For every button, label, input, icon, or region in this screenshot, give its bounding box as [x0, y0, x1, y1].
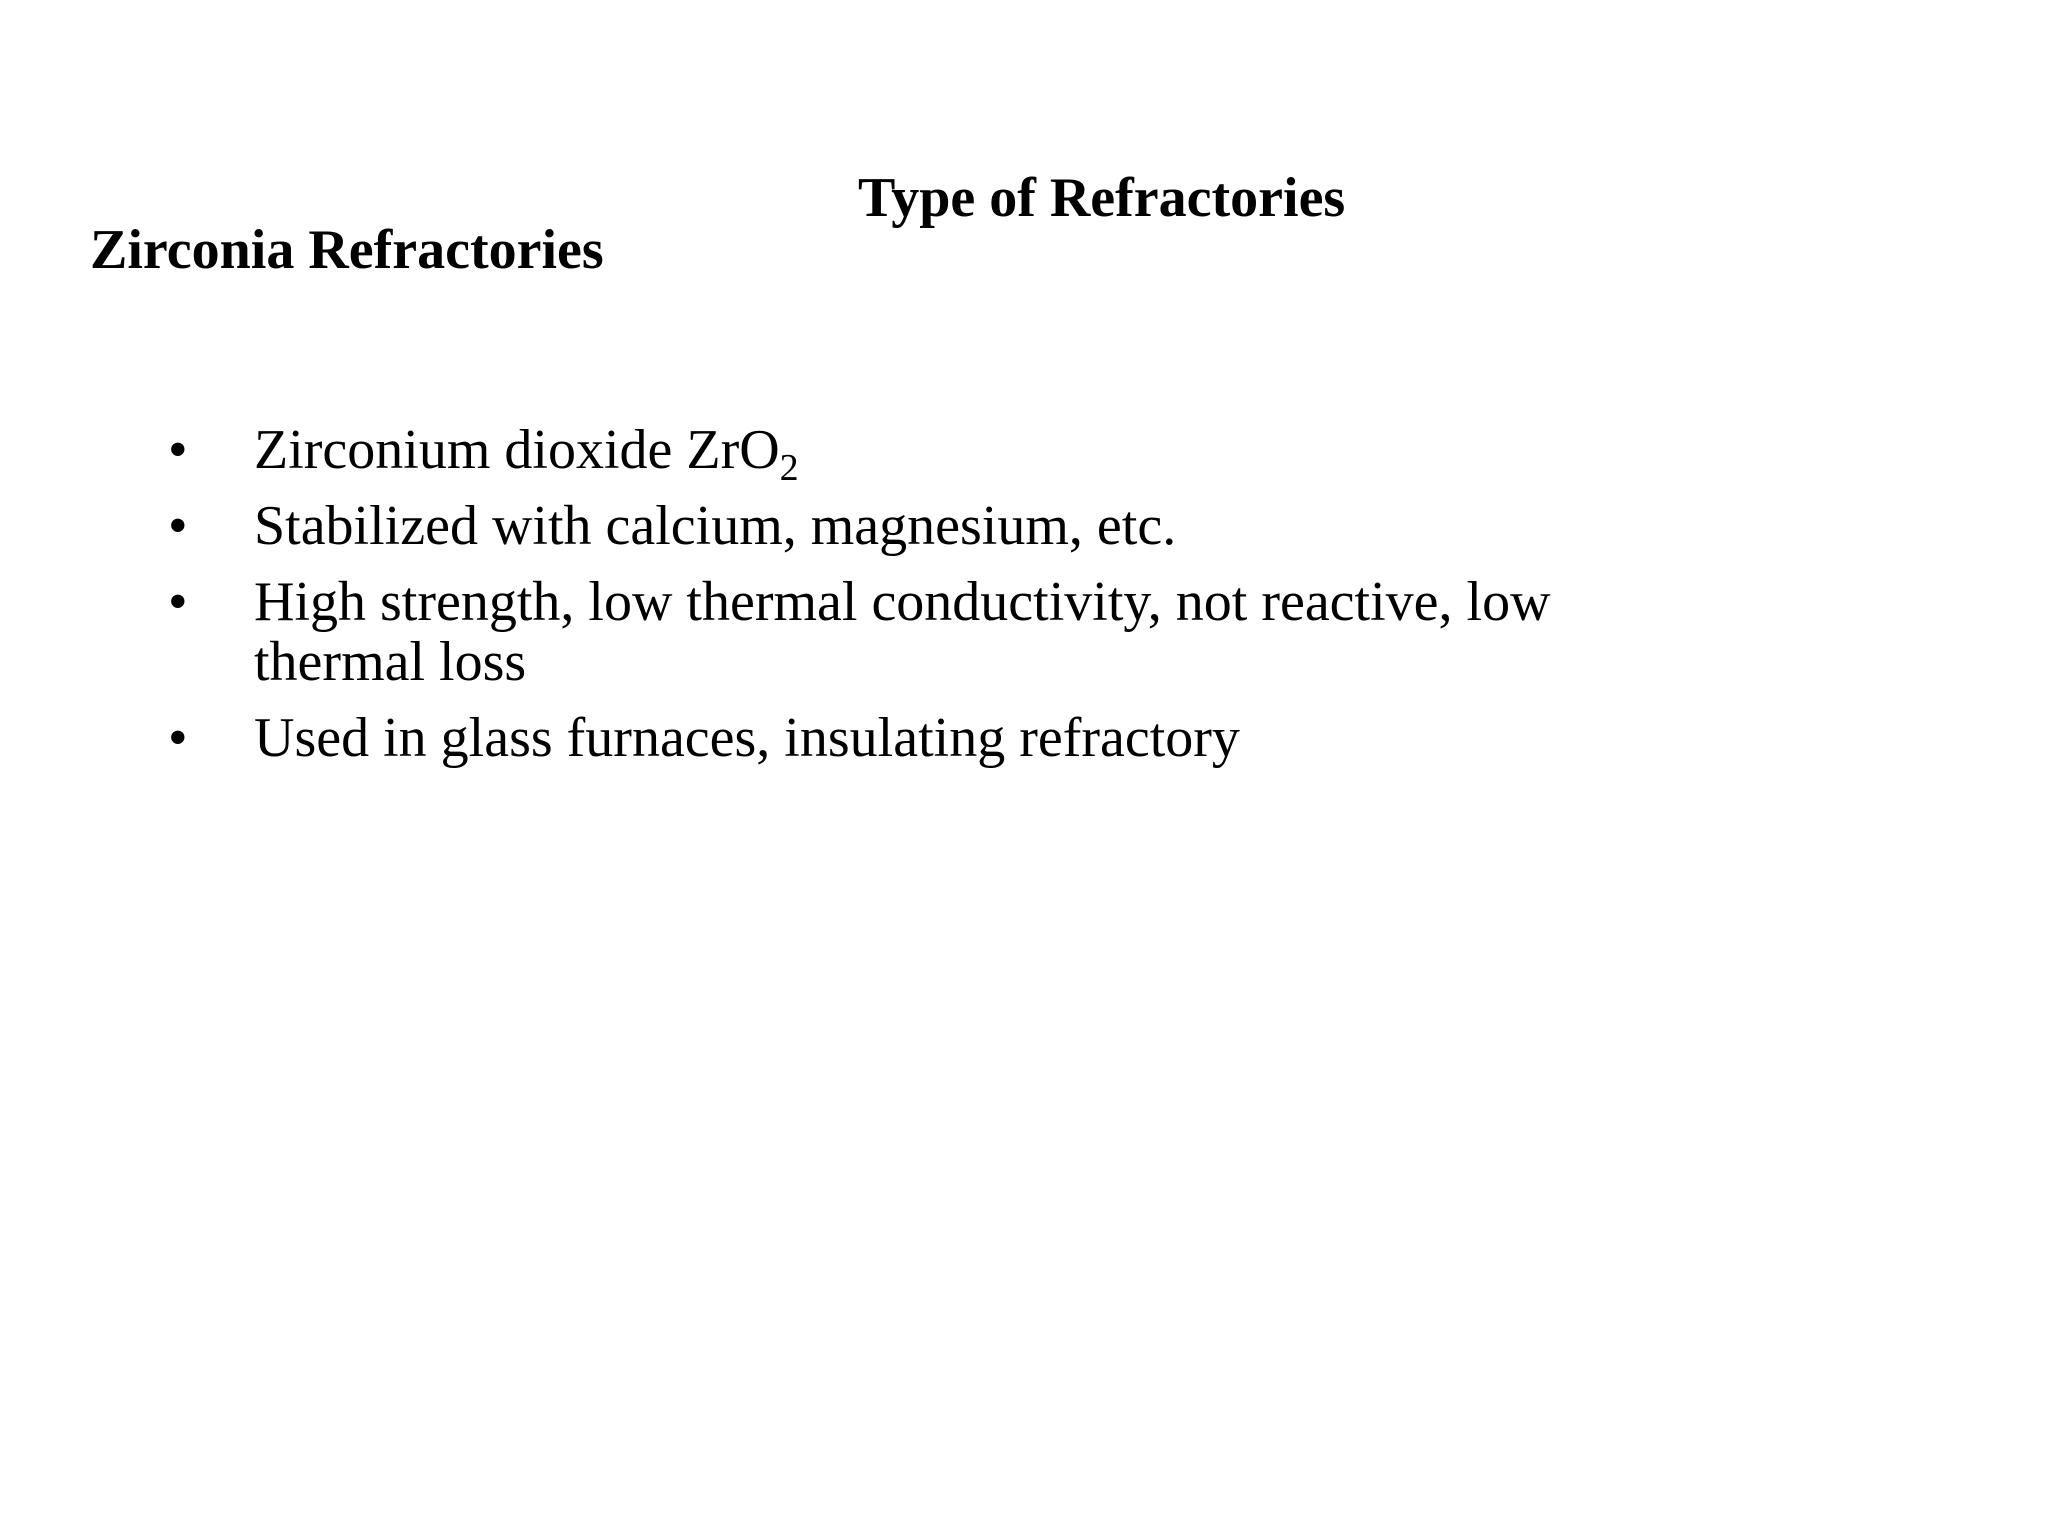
formula-subscript: 2: [779, 447, 799, 489]
slide-title: Type of Refractories: [858, 167, 1346, 229]
section-heading: Zirconia Refractories: [90, 219, 604, 281]
bullet-text: [254, 419, 1628, 489]
bullet-icon: •: [168, 495, 188, 557]
bullet-icon: •: [168, 419, 188, 481]
bullet-icon: •: [168, 707, 188, 769]
bullet-text: Used in glass furnaces, insulating refractory: [254, 707, 1240, 769]
bullet-text-main: Zirconium dioxide ZrO: [254, 419, 780, 481]
bullet-item-properties: [168, 572, 1628, 692]
bullet-item-stabilized: [168, 496, 1628, 556]
bullet-text: High strength, low thermal conductivity, not reactive, low thermal loss: [254, 571, 1551, 693]
bullet-list: [168, 420, 1628, 784]
bullet-icon: •: [168, 571, 188, 633]
bullet-item-zirconium-dioxide: [168, 419, 1628, 489]
bullet-item-uses: [168, 708, 1628, 768]
bullet-text: Stabilized with calcium, magnesium, etc.: [254, 495, 1177, 557]
